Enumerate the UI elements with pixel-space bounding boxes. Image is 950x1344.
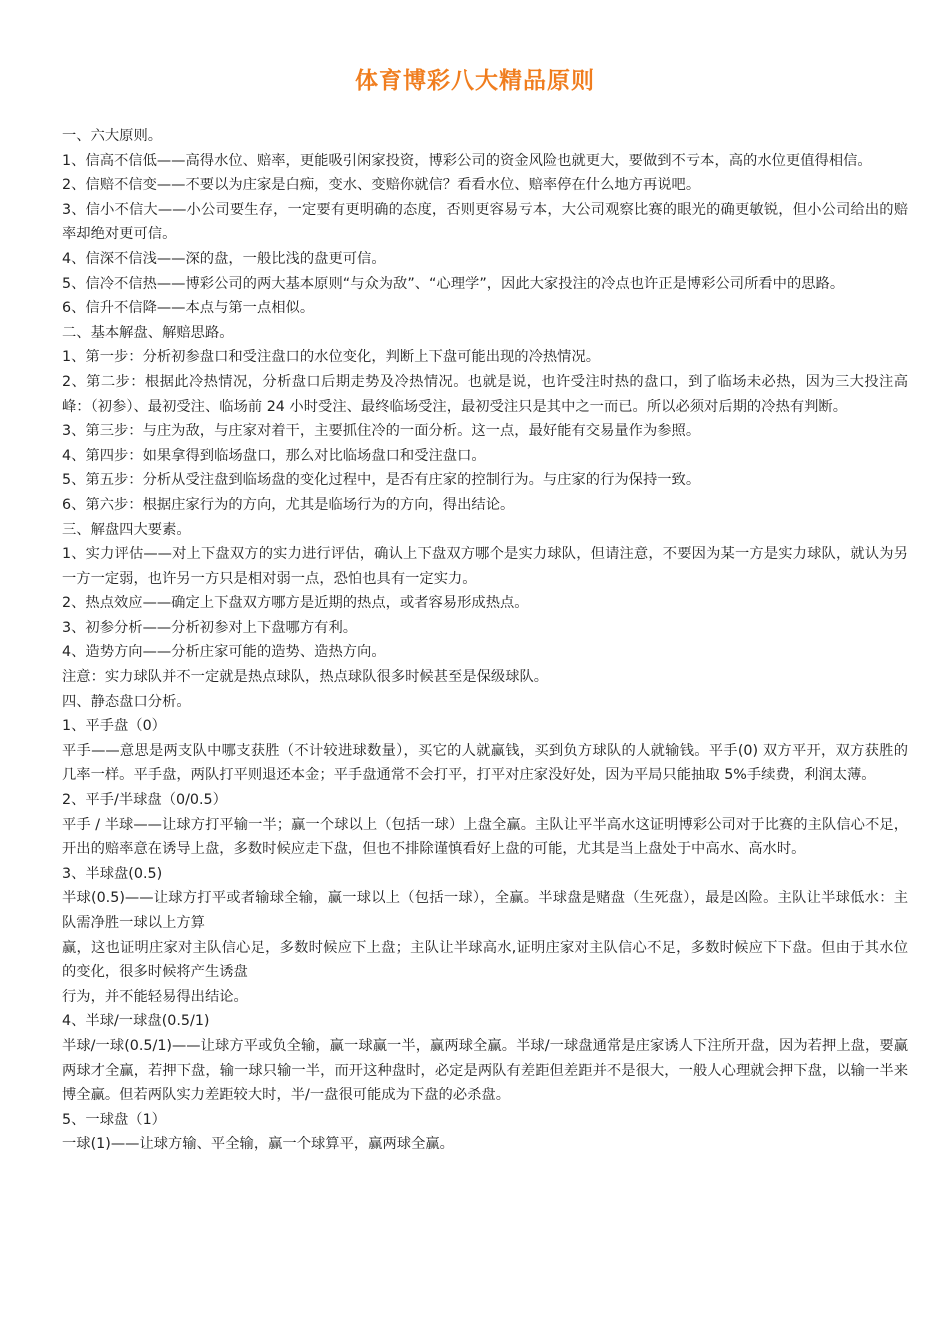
paragraph: 四、静态盘口分析。 [62, 693, 191, 710]
paragraph: 6、信升不信降——本点与第一点相似。 [62, 300, 315, 317]
paragraph: 4、半球/一球盘(0.5/1) [62, 1013, 210, 1030]
paragraph: 4、第四步：如果拿得到临场盘口，那么对比临场盘口和受注盘口。 [62, 447, 486, 464]
paragraph: 二、基本解盘、解赔思路。 [62, 324, 234, 341]
paragraph: 1、实力评估——对上下盘双方的实力进行评估，确认上下盘双方哪个是实力球队，但请注意，不要因为某一方是实力球队，就认为另一方一定弱，也许另一方只是相对弱一点，恐怕也具有一定实力。 [62, 546, 908, 587]
paragraph: 赢，这也证明庄家对主队信心足，多数时候应下上盘；主队让半球高水,证明庄家对主队信心不足，多数时候应下下盘。但由于其水位的变化，很多时候将产生诱盘 [62, 939, 908, 981]
paragraph: 6、第六步：根据庄家行为的方向，尤其是临场行为的方向，得出结论。 [62, 496, 515, 513]
paragraph: 1、第一步：分析初参盘口和受注盘口的水位变化，判断上下盘可能出现的冷热情况。 [62, 349, 601, 366]
paragraph: 一、六大原则。 [62, 128, 163, 144]
paragraph: 1、平手盘（0） [62, 718, 166, 735]
paragraph: 5、信冷不信热——博彩公司的两大基本原则“与众为敌”、“心理学”，因此大家投注的冷点也许正是博彩公司所看中的思路。 [62, 275, 845, 292]
paragraph: 平手——意思是两支队中哪支获胜（不计较进球数量），买它的人就赢钱，买到负方球队的人就输钱。平手(0) 双方平开，双方获胜的几率一样。平手盘，两队打平则退还本金；平手盘通常不会打平，打平对庄家没好处，因为平局只能抽取 5%手续费，利润太薄。 [62, 742, 908, 784]
paragraph: 3、初参分析——分析初参对上下盘哪方有利。 [62, 619, 358, 636]
paragraph: 2、热点效应——确定上下盘双方哪方是近期的热点，或者容易形成热点。 [62, 595, 529, 612]
paragraph: 4、造势方向——分析庄家可能的造势、造热方向。 [62, 644, 386, 661]
paragraph: 注意：实力球队并不一定就是热点球队，热点球队很多时候甚至是保级球队。 [62, 669, 549, 686]
paragraph: 2、平手/半球盘（0/0.5） [62, 792, 227, 809]
paragraph: 4、信深不信浅——深的盘，一般比浅的盘更可信。 [62, 250, 386, 267]
paragraph: 5、第五步：分析从受注盘到临场盘的变化过程中，是否有庄家的控制行为。与庄家的行为保持一致。 [62, 472, 701, 489]
paragraph: 半球/一球(0.5/1)——让球方平或负全输，赢一球赢一半，赢两球全赢。半球/一球盘通常是庄家诱人下注所开盘，因为若押上盘，要赢两球才全赢，若押下盘，输一球只输一半，而开这种盘时，必定是两队有差距但差距并不是很大，一般人心理就会押下盘，以输一半来博全赢。但若两队实力差距较大时，半/一盘很可能成为下盘的必杀盘。 [62, 1037, 908, 1104]
paragraph: 半球(0.5)——让球方打平或者输球全输，赢一球以上（包括一球），全赢。半球盘是赌盘（生死盘），最是凶险。主队让半球低水：主队需净胜一球以上方算 [62, 890, 908, 931]
document-title: 体育博彩八大精品原则 [355, 68, 595, 94]
paragraph: 平手 / 半球——让球方打平输一半；赢一个球以上（包括一球）上盘全赢。主队让平半高水这证明博彩公司对于比赛的主队信心不足，开出的赔率意在诱导上盘，多数时候应走下盘，但也不排除谨慎看好上盘的可能，尤其是当上盘处于中高水、高水时。 [62, 816, 908, 858]
paragraph: 行为，并不能轻易得出结论。 [62, 988, 248, 1005]
paragraph: 三、解盘四大要素。 [62, 521, 191, 538]
paragraph: 一球(1)——让球方输、平全输，赢一个球算平，赢两球全赢。 [62, 1136, 454, 1153]
paragraph: 1、信高不信低——高得水位、赔率，更能吸引闲家投资，博彩公司的资金风险也就更大，要做到不亏本，高的水位更值得相信。 [62, 152, 872, 169]
paragraph: 3、第三步：与庄为敌，与庄家对着干，主要抓住冷的一面分析。这一点，最好能有交易量作为参照。 [62, 423, 701, 440]
paragraph: 3、半球盘(0.5) [62, 865, 163, 882]
paragraph: 2、信赔不信变——不要以为庄家是白痴，变水、变赔你就信？看看水位、赔率停在什么地方再说吧。 [62, 177, 701, 194]
paragraph: 5、一球盘（1） [62, 1111, 166, 1128]
paragraph: 3、信小不信大——小公司要生存，一定要有更明确的态度，否则更容易亏本，大公司观察比赛的眼光的确更敏锐，但小公司给出的赔率却绝对更可信。 [62, 201, 908, 243]
paragraph: 2、第二步：根据此冷热情况，分析盘口后期走势及冷热情况。也就是说，也许受注时热的盘口，到了临场未必热，因为三大投注高峰：（初参）、最初受注、临场前 24 小时受注、最终临场受注，最初受注只是其中之一而已。所以必须对后期的冷热有判断。 [62, 373, 908, 415]
document-body [62, 124, 908, 1157]
